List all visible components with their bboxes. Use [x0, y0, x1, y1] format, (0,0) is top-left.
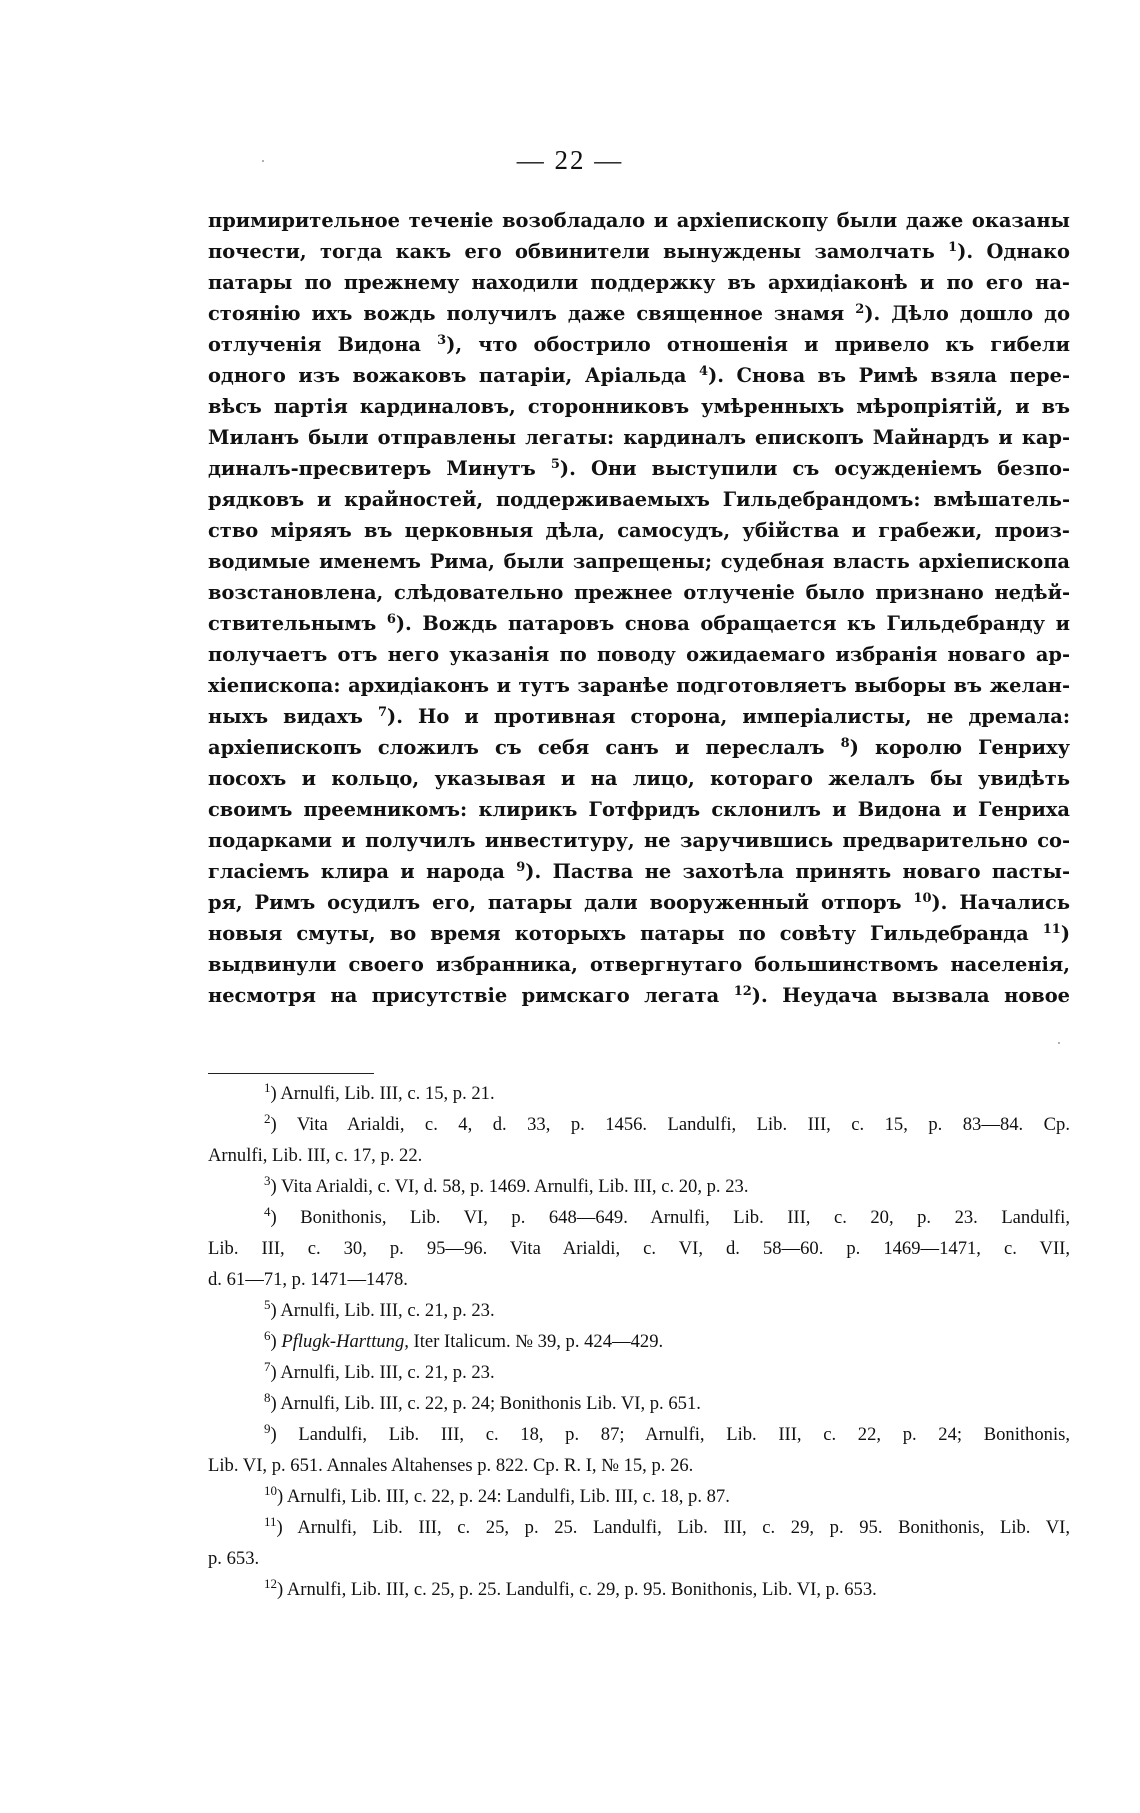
footnote-text: Iter Italicum. № 39, p. 424—429. — [408, 1331, 664, 1352]
footnote-marker-paren: ) — [270, 1207, 301, 1228]
text-line — [208, 980, 1070, 1011]
text-line-continuation: ). Снова въ Римѣ взяла пере- — [708, 364, 1070, 387]
text-line — [208, 236, 1070, 267]
footnotes-block — [208, 1078, 1070, 1605]
text-line-content: ныхъ видахъ — [208, 705, 378, 728]
text-line-content: гласіемъ клира и народа — [208, 860, 517, 883]
text-line-content: водимые именемъ Рима, были запрещены; судебная власть архіепископа — [208, 550, 1070, 573]
footnote-marker-paren: ) — [270, 1176, 282, 1197]
text-line-content: хіепископа: архидіаконъ и тутъ заранѣе подготовляетъ выборы въ желан- — [208, 674, 1070, 697]
footnote-marker: 10 — [264, 1483, 277, 1498]
footnote-text: Arnulfi, Lib. III, c. 22, p. 24: Landulfi, Lib. III, c. 18, p. 87. — [286, 1486, 730, 1507]
text-line — [208, 918, 1070, 949]
text-line-content: ря, Римъ осудилъ его, патары дали вооруженный отпоръ — [208, 891, 914, 914]
footnote-line — [208, 1326, 1070, 1357]
text-line-continuation: ). Начались — [931, 891, 1071, 914]
text-line — [208, 391, 1070, 422]
footnote-line — [208, 1264, 1070, 1295]
footnote-line — [208, 1450, 1070, 1481]
footnote-text: Arnulfi, Lib. III, c. 21, p. 23. — [280, 1300, 495, 1321]
text-line — [208, 484, 1070, 515]
text-line-continuation: ) королю Генриху — [849, 736, 1070, 759]
text-line-continuation: ). Неудача вызвала новое — [751, 984, 1070, 1007]
text-line-content: архіепископъ сложилъ съ себя санъ и переслалъ — [208, 736, 841, 759]
footnote-reference: 5 — [550, 457, 560, 472]
text-line — [208, 856, 1070, 887]
footnote-line — [208, 1233, 1070, 1264]
footnote-divider — [208, 1073, 374, 1074]
text-line-content: отлученія Видона — [208, 333, 438, 356]
text-line — [208, 732, 1070, 763]
text-line — [208, 360, 1070, 391]
footnote-reference: 10 — [913, 891, 932, 906]
footnote-line — [208, 1202, 1070, 1233]
main-text-block — [208, 205, 1070, 1011]
text-line-content: стоянію ихъ вождь получилъ даже священное знамя — [208, 302, 856, 325]
text-line-content: несмотря на присутствіе римскаго легата — [208, 984, 734, 1007]
text-line-continuation: ) — [1060, 922, 1070, 945]
footnote-marker-paren: ) — [270, 1362, 281, 1383]
footnote-text: d. 61—71, p. 1471—1478. — [208, 1269, 408, 1290]
footnote-marker-paren: ) — [276, 1517, 298, 1538]
text-line — [208, 515, 1070, 546]
page-number: — 22 — — [516, 145, 624, 175]
footnote-text: Landulfi, Lib. III, c. 18, p. 87; Arnulfi, Lib. III, c. 22, p. 24; Bonithonis, — [298, 1424, 1070, 1445]
footnote-marker: 8 — [264, 1390, 271, 1405]
footnote-marker-paren: ) — [277, 1579, 287, 1600]
footnote-line — [208, 1574, 1070, 1605]
text-line-content: выдвинули своего избранника, отвергнутаго большинствомъ населенія, — [208, 953, 1070, 976]
footnote-line — [208, 1109, 1070, 1140]
footnote-marker: 5 — [264, 1297, 271, 1312]
footnote-marker: 4 — [264, 1204, 271, 1219]
text-line-content: почести, тогда какъ его обвинители вынуждены замолчать — [208, 240, 949, 263]
text-line — [208, 453, 1070, 484]
text-line-continuation: ). Дѣло дошло до — [864, 302, 1070, 325]
text-line — [208, 329, 1070, 360]
footnote-line — [208, 1419, 1070, 1450]
text-line — [208, 887, 1070, 918]
text-line-continuation: ). Они выступили съ осужденіемъ безпо- — [559, 457, 1070, 480]
text-line-content: подарками и получилъ инвеституру, не заручившись предварительно со- — [208, 829, 1070, 852]
footnote-text: Arnulfi, Lib. III, c. 25, p. 25. Landulfi, c. 29, p. 95. Bonithonis, Lib. VI, p. 653. — [286, 1579, 877, 1600]
footnote-marker: 6 — [264, 1328, 271, 1343]
footnote-reference: 3 — [437, 333, 447, 348]
footnote-line — [208, 1512, 1070, 1543]
text-line — [208, 267, 1070, 298]
text-line-content: ствительнымъ — [208, 612, 387, 635]
text-line — [208, 763, 1070, 794]
footnote-reference: 11 — [1042, 922, 1061, 937]
footnote-reference: 2 — [855, 302, 865, 317]
footnote-reference: 1 — [948, 240, 958, 255]
footnote-text: Arnulfi, Lib. III, c. 17, p. 22. — [208, 1145, 423, 1166]
text-line — [208, 608, 1070, 639]
text-line-content: патары по прежнему находили поддержку въ архидіаконѣ и по его на- — [208, 271, 1070, 294]
text-line — [208, 639, 1070, 670]
footnote-reference: 9 — [516, 860, 526, 875]
footnote-text: Arnulfi, Lib. III, c. 22, p. 24; Bonithonis Lib. VI, p. 651. — [280, 1393, 701, 1414]
text-line — [208, 577, 1070, 608]
text-line-content: Миланъ были отправлены легаты: кардиналъ епископъ Майнардъ и кар- — [208, 426, 1070, 449]
footnote-line — [208, 1078, 1070, 1109]
footnote-text: Lib. VI, p. 651. Annales Altahenses p. 822. Cp. R. I, № 15, p. 26. — [208, 1455, 694, 1476]
text-line-content: ство міряяъ въ церковныя дѣла, самосудъ, убійства и грабежи, произ- — [208, 519, 1070, 542]
text-line — [208, 949, 1070, 980]
footnote-text: Arnulfi, Lib. III, c. 21, p. 23. — [280, 1362, 495, 1383]
footnote-marker-paren: ) — [270, 1331, 282, 1352]
footnote-marker-paren: ) — [270, 1083, 281, 1104]
footnote-marker-paren: ) — [270, 1393, 281, 1414]
footnote-reference: 7 — [378, 705, 388, 720]
text-line — [208, 298, 1070, 329]
footnote-marker-paren: ) — [270, 1114, 297, 1135]
footnote-text: p. 653. — [208, 1548, 260, 1569]
footnote-author: Pflugk-Harttung, — [281, 1331, 409, 1352]
text-line-content: возстановлена, слѣдовательно прежнее отлученіе было признано недѣй- — [208, 581, 1070, 604]
text-line — [208, 205, 1070, 236]
footnote-line — [208, 1295, 1070, 1326]
footnote-text: Arnulfi, Lib. III, c. 15, p. 21. — [280, 1083, 495, 1104]
footnote-marker: 11 — [264, 1514, 277, 1529]
text-line-content: вѣсъ партія кардиналовъ, сторонниковъ умѣренныхъ мѣропріятій, и въ — [208, 395, 1070, 418]
text-line-content: посохъ и кольцо, указывая и на лицо, котораго желалъ бы увидѣть — [208, 767, 1070, 790]
footnote-marker: 1 — [264, 1080, 271, 1095]
footnote-line — [208, 1481, 1070, 1512]
text-line-content: своимъ преемникомъ: клирикъ Готфридъ склонилъ и Видона и Генриха — [208, 798, 1070, 821]
text-line-continuation: ). Но и противная сторона, имперіалисты, не дремала: — [387, 705, 1070, 728]
text-line-content: получаетъ отъ него указанія по поводу ожидаемаго избранія новаго ар- — [208, 643, 1070, 666]
footnote-text: Lib. III, c. 30, p. 95—96. Vita Arialdi, c. VI, d. 58—60. p. 1469—1471, c. VII, — [208, 1238, 1070, 1259]
text-line-continuation: ). Однако — [957, 240, 1070, 263]
text-line-continuation: ), что обострило отношенія и привело къ гибели — [446, 333, 1070, 356]
text-line-continuation: ). Паства не захотѣла принять новаго пасты- — [525, 860, 1070, 883]
paper-speck — [1058, 1042, 1060, 1044]
text-line — [208, 670, 1070, 701]
text-line-content: диналъ-пресвитеръ Минутъ — [208, 457, 551, 480]
footnote-reference: 4 — [699, 364, 709, 379]
text-line — [208, 794, 1070, 825]
footnote-marker-paren: ) — [270, 1424, 299, 1445]
footnote-line — [208, 1388, 1070, 1419]
footnote-reference: 6 — [386, 612, 396, 627]
footnote-marker: 9 — [264, 1421, 271, 1436]
footnote-marker: 2 — [264, 1111, 271, 1126]
footnote-text: Vita Arialdi, c. 4, d. 33, p. 1456. Landulfi, Lib. III, c. 15, p. 83—84. Cp. — [296, 1114, 1070, 1135]
footnote-text: Vita Arialdi, c. VI, d. 58, p. 1469. Arnulfi, Lib. III, c. 20, p. 23. — [281, 1176, 749, 1197]
text-line — [208, 701, 1070, 732]
footnote-marker: 3 — [264, 1173, 271, 1188]
footnote-line — [208, 1543, 1070, 1574]
paper-speck — [262, 160, 264, 162]
footnote-marker: 7 — [264, 1359, 271, 1374]
footnote-line — [208, 1171, 1070, 1202]
footnote-text: Arnulfi, Lib. III, c. 25, p. 25. Landulfi, Lib. III, c. 29, p. 95. Bonithonis, Lib. VI, — [297, 1517, 1070, 1538]
text-line-content: примирительное теченіе возобладало и архіепископу были даже оказаны — [208, 209, 1070, 232]
text-line — [208, 825, 1070, 856]
footnote-marker: 12 — [264, 1576, 277, 1591]
text-line — [208, 546, 1070, 577]
footnote-text: Bonithonis, Lib. VI, p. 648—649. Arnulfi, Lib. III, c. 20, p. 23. Landulfi, — [300, 1207, 1070, 1228]
footnote-marker-paren: ) — [277, 1486, 287, 1507]
footnote-reference: 12 — [733, 984, 752, 999]
footnote-line — [208, 1357, 1070, 1388]
footnote-line — [208, 1140, 1070, 1171]
text-line-continuation: ). Вождь патаровъ снова обращается къ Гильдебранду и — [395, 612, 1070, 635]
text-line — [208, 422, 1070, 453]
text-line-content: одного изъ вожаковъ патаріи, Аріальда — [208, 364, 700, 387]
text-line-content: новыя смуты, во время которыхъ патары по совѣту Гильдебранда — [208, 922, 1043, 945]
text-line-content: рядковъ и крайностей, поддерживаемыхъ Гильдебрандомъ: вмѣшатель- — [208, 488, 1070, 511]
footnote-reference: 8 — [840, 736, 850, 751]
footnote-marker-paren: ) — [270, 1300, 281, 1321]
